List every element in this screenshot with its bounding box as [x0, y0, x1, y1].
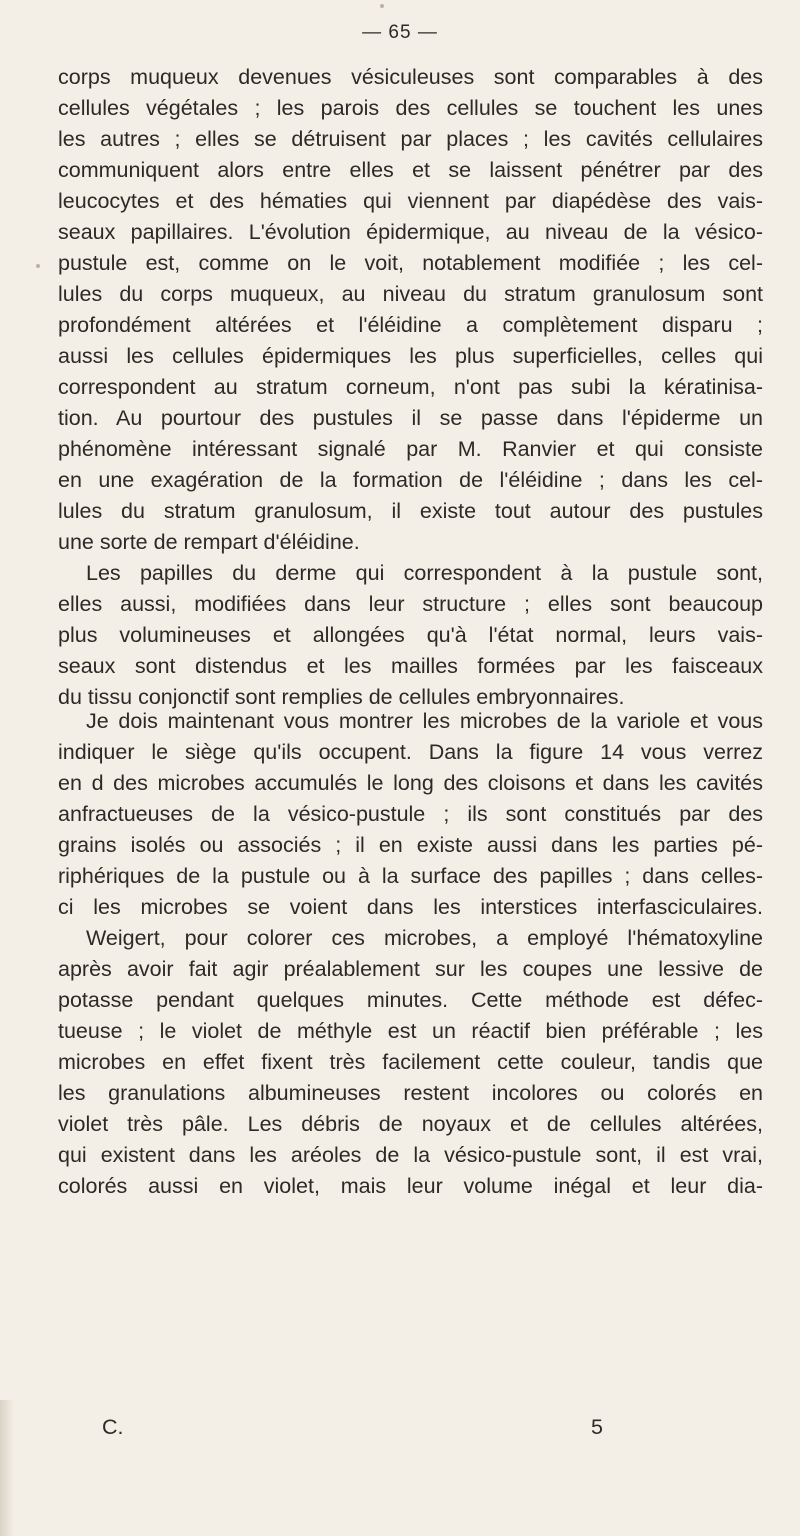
- signature-mark: C.: [102, 1415, 124, 1439]
- text-line: tion. Au pourtour des pustules il se passe dans l'épiderme un: [58, 406, 763, 430]
- text-line: lules du corps muqueux, au niveau du stratum granulosum sont: [58, 282, 763, 306]
- text-line: violet très pâle. Les débris de noyaux et de cellules altérées,: [58, 1112, 763, 1136]
- text-line: une sorte de rempart d'éléidine.: [58, 530, 360, 554]
- text-line: phénomène intéressant signalé par M. Ranvier et qui consiste: [58, 437, 763, 461]
- text-line: les autres ; elles se détruisent par places ; les cavités cellulaires: [58, 127, 763, 151]
- text-line: plus volumineuses et allongées qu'à l'état normal, leurs vais-: [58, 623, 763, 647]
- text-line: elles aussi, modifiées dans leur structure ; elles sont beaucoup: [58, 592, 763, 616]
- text-line: colorés aussi en violet, mais leur volume inégal et leur dia-: [58, 1174, 763, 1198]
- text-line: anfractueuses de la vésico-pustule ; ils sont constitués par des: [58, 802, 763, 826]
- body-text-lower: [58, 706, 763, 1202]
- text-line: aussi les cellules épidermiques les plus superficielles, celles qui: [58, 344, 763, 368]
- text-line: en une exagération de la formation de l'éléidine ; dans les cel-: [58, 468, 763, 492]
- text-line: seaux sont distendus et les mailles formées par les faisceaux: [58, 654, 763, 678]
- text-line: qui existent dans les aréoles de la vésico-pustule sont, il est vrai,: [58, 1143, 763, 1167]
- text-line: tueuse ; le violet de méthyle est un réactif bien préférable ; les: [58, 1019, 763, 1043]
- text-line: grains isolés ou associés ; il en existe aussi dans les parties pé-: [58, 833, 763, 857]
- text-line: correspondent au stratum corneum, n'ont pas subi la kératinisa-: [58, 375, 763, 399]
- scan-shadow: [0, 1400, 14, 1536]
- text-line: ci les microbes se voient dans les interstices interfasciculaires.: [58, 895, 763, 919]
- text-line: Je dois maintenant vous montrer les microbes de la variole et vous: [86, 709, 763, 733]
- text-line: corps muqueux devenues vésiculeuses sont comparables à des: [58, 65, 763, 89]
- text-line: en d des microbes accumulés le long des cloisons et dans les cavités: [58, 771, 763, 795]
- text-line: communiquent alors entre elles et se laissent pénétrer par des: [58, 158, 763, 182]
- text-line: Les papilles du derme qui correspondent à la pustule sont,: [86, 561, 763, 585]
- text-line: pustule est, comme on le voit, notablement modifiée ; les cel-: [58, 251, 763, 275]
- text-line: cellules végétales ; les parois des cellules se touchent les unes: [58, 96, 763, 120]
- text-line: potasse pendant quelques minutes. Cette méthode est défec-: [58, 988, 763, 1012]
- paper-speck: [380, 4, 384, 8]
- signature-number: 5: [591, 1415, 603, 1439]
- text-line: Weigert, pour colorer ces microbes, a employé l'hématoxyline: [86, 926, 763, 950]
- text-line: riphériques de la pustule ou à la surface des papilles ; dans celles-: [58, 864, 763, 888]
- text-line: indiquer le siège qu'ils occupent. Dans la figure 14 vous verrez: [58, 740, 763, 764]
- text-line: microbes en effet fixent très facilement cette couleur, tandis que: [58, 1050, 763, 1074]
- body-text-upper: [58, 62, 763, 713]
- paper-speck: [36, 264, 40, 268]
- text-line: du tissu conjonctif sont remplies de cellules embryonnaires.: [58, 685, 625, 709]
- text-line: après avoir fait agir préalablement sur les coupes une lessive de: [58, 957, 763, 981]
- text-line: profondément altérées et l'éléidine a complètement disparu ;: [58, 313, 763, 337]
- text-line: seaux papillaires. L'évolution épidermique, au niveau de la vésico-: [58, 220, 763, 244]
- text-line: les granulations albumineuses restent incolores ou colorés en: [58, 1081, 763, 1105]
- text-line: lules du stratum granulosum, il existe tout autour des pustules: [58, 499, 763, 523]
- text-line: leucocytes et des hématies qui viennent par diapédèse des vais-: [58, 189, 763, 213]
- page-number: — 65 —: [362, 22, 438, 43]
